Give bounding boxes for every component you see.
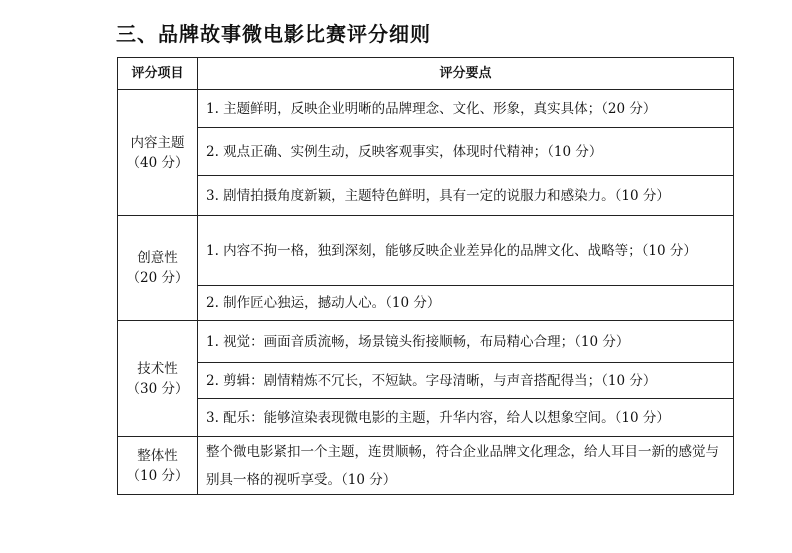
table-row (118, 286, 734, 321)
table-row (118, 399, 734, 437)
scoring-rules-table (117, 57, 734, 495)
scoring-point: 1. 内容不拘一格，独到深刻，能够反映企业差异化的品牌文化、战略等；（10 分） (198, 216, 734, 286)
table-row (118, 321, 734, 363)
header-item: 评分项目 (118, 58, 198, 90)
scoring-point: 2. 剪辑：剧情精炼不冗长，不短缺。字母清晰，与声音搭配得当；（10 分） (198, 363, 734, 399)
category-creativity (118, 216, 198, 321)
category-name: 内容主题 (130, 134, 185, 151)
category-score: （40 分） (126, 154, 189, 171)
scoring-point: 3. 剧情拍摄角度新颖，主题特色鲜明，具有一定的说服力和感染力。（10 分） (198, 176, 734, 216)
table-row (118, 216, 734, 286)
category-content-theme (118, 90, 198, 216)
category-name: 技术性 (137, 360, 178, 377)
category-name: 创意性 (137, 250, 178, 266)
scoring-point: 2. 观点正确、实例生动，反映客观事实，体现时代精神；（10 分） (198, 128, 734, 176)
table-row (118, 128, 734, 176)
table-row (118, 176, 734, 216)
scoring-point: 3. 配乐：能够渲染表现微电影的主题，升华内容，给人以想象空间。（10 分） (198, 399, 734, 437)
category-name: 整体性 (137, 447, 178, 464)
page-title: 三、品牌故事微电影比赛评分细则 (116, 22, 431, 46)
category-score: （30 分） (126, 380, 189, 397)
table-row (118, 90, 734, 128)
table-row (118, 363, 734, 399)
scoring-point: 1. 主题鲜明，反映企业明晰的品牌理念、文化、形象，真实具体；（20 分） (198, 90, 734, 128)
scoring-point: 2. 制作匠心独运，撼动人心。（10 分） (198, 286, 734, 321)
category-score: （10 分） (126, 467, 189, 484)
category-technical (118, 321, 198, 437)
scoring-point: 整个微电影紧扣一个主题，连贯顺畅，符合企业品牌文化理念，给人耳目一新的感觉与别具一格的视听享受。（10 分） (198, 437, 734, 495)
table-header-row (118, 58, 734, 90)
scoring-point: 1. 视觉：画面音质流畅，场景镜头衔接顺畅，布局精心合理；（10 分） (198, 321, 734, 363)
table-row (118, 437, 734, 495)
header-points: 评分要点 (198, 58, 734, 90)
category-integrity (118, 437, 198, 495)
category-score: （20 分） (126, 270, 189, 286)
